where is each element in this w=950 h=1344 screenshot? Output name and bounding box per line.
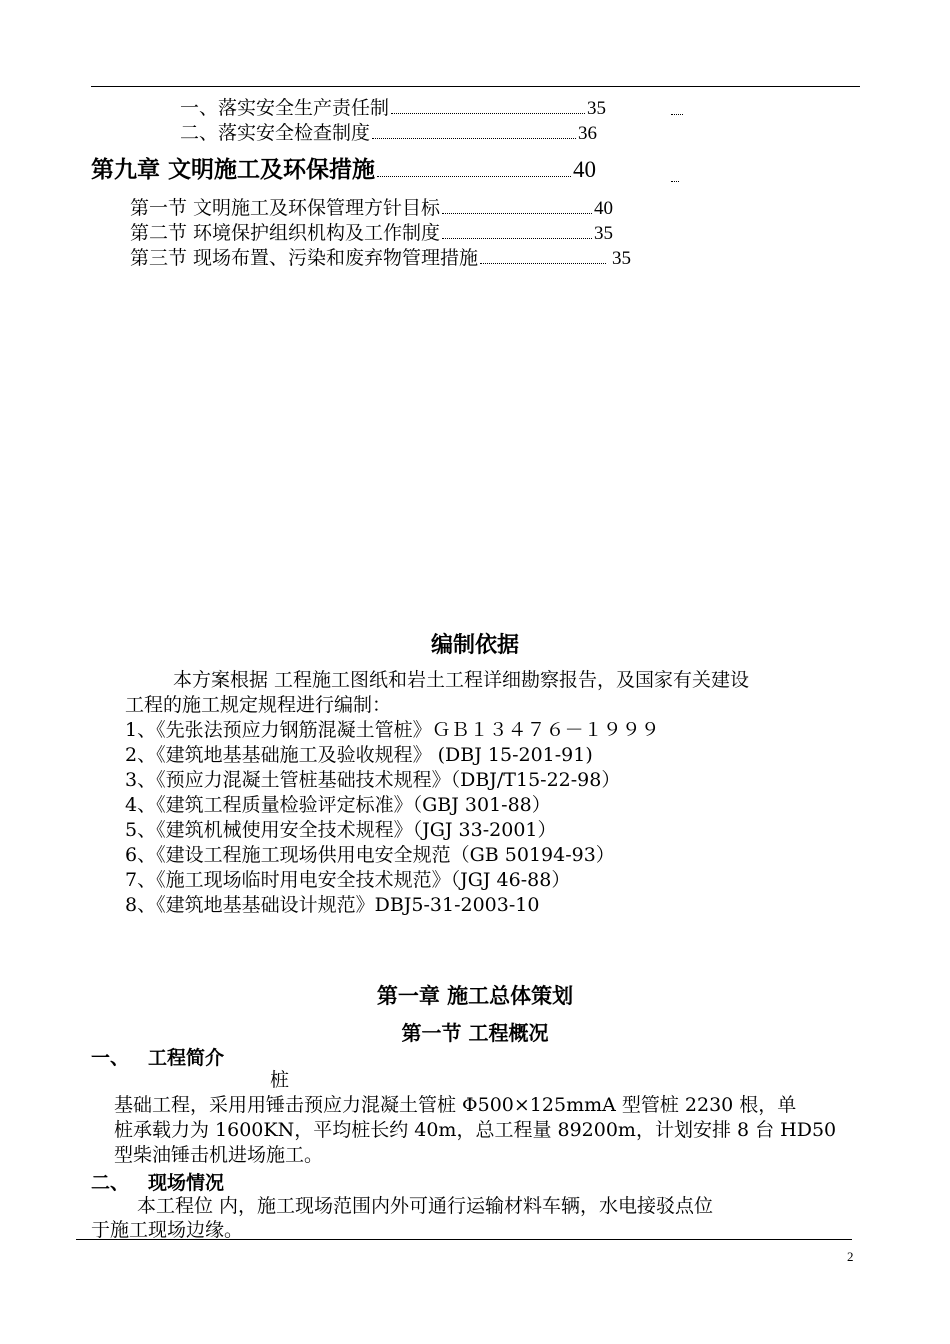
subsection-title: 现场情况: [148, 1172, 225, 1194]
stray-character: 桩: [270, 1069, 290, 1091]
toc-page-number: 36: [578, 123, 598, 144]
basis-item: 6、《建设工程施工现场供用电安全规范（GB 50194-93）: [125, 844, 615, 866]
paragraph-line: 型柴油锤击机进场施工。: [114, 1144, 324, 1166]
toc-leader-tail: [671, 114, 683, 115]
toc-leader: [391, 99, 585, 114]
toc-page-number: 40: [573, 157, 597, 182]
paragraph-line: 本工程位 内，施工现场范围内外可通行运输材料车辆，水电接驳点位: [137, 1195, 714, 1217]
toc-chapter-entry[interactable]: [91, 156, 596, 184]
toc-leader: [377, 158, 571, 177]
toc-entry-text: 第二节 环境保护组织机构及工作制度: [130, 222, 441, 244]
toc-page-number: 35: [587, 98, 607, 119]
basis-item: 4、《建筑工程质量检验评定标准》（GBJ 301-88）: [125, 794, 551, 816]
toc-entry-text: 第一节 文明施工及环保管理方针目标: [130, 197, 441, 219]
subsection-title: 工程简介: [148, 1047, 225, 1069]
toc-entry[interactable]: [180, 96, 606, 121]
toc-entry-text: 第九章 文明施工及环保措施: [91, 157, 376, 183]
basis-title: 编制依据: [430, 633, 519, 658]
basis-intro-line2: 工程的施工规定规程进行编制：: [125, 694, 392, 716]
toc-leader: [442, 224, 592, 239]
subsection-number: 一、: [91, 1047, 130, 1069]
chapter-title: 第一章 施工总体策划: [376, 984, 574, 1008]
section-title: 第一节 工程概况: [401, 1021, 549, 1045]
toc-leader: [372, 124, 576, 139]
basis-item: 2、《建筑地基基础施工及验收规程》 (DBJ 15-201-91): [125, 744, 593, 766]
paragraph-line: 于施工现场边缘。: [91, 1219, 244, 1241]
basis-item: 5、《建筑机械使用安全技术规程》（JGJ 33-2001）: [125, 819, 557, 841]
toc-entry[interactable]: [130, 246, 631, 271]
basis-intro-line1: 本方案根据 工程施工图纸和岩土工程详细勘察报告，及国家有关建设: [173, 669, 750, 691]
toc-entry-text: 一、落实安全生产责任制: [180, 97, 390, 119]
toc-entry[interactable]: [130, 196, 613, 221]
toc-leader: [480, 249, 606, 264]
toc-leader: [442, 199, 592, 214]
page-number: 2: [847, 1249, 854, 1264]
toc-entry-text: 第三节 现场布置、污染和废弃物管理措施: [130, 247, 479, 269]
toc-entry[interactable]: [180, 121, 597, 146]
header-rule: [91, 86, 860, 87]
basis-item: 8、《建筑地基基础设计规范》DBJ5-31-2003-10: [125, 894, 540, 916]
subsection-number: 二、: [91, 1172, 130, 1194]
basis-item: 7、《施工现场临时用电安全技术规范》（JGJ 46-88）: [125, 869, 571, 891]
toc-entry[interactable]: [130, 221, 613, 246]
toc-page-number: 35: [612, 248, 632, 269]
toc-page-number: 35: [594, 223, 614, 244]
paragraph-line: 基础工程，采用用锤击预应力混凝土管桩 Φ500×125mmA 型管桩 2230 根，单: [114, 1094, 797, 1116]
basis-item: 1、《先张法预应力钢筋混凝土管桩》ＧＢ１３４７６－１９９９: [125, 719, 660, 741]
toc-entry-text: 二、落实安全检查制度: [180, 122, 371, 144]
toc-page-number: 40: [594, 198, 614, 219]
footer-rule: [76, 1239, 852, 1240]
toc-leader-tail: [671, 181, 679, 182]
basis-item: 3、《预应力混凝土管桩基础技术规程》（DBJ/T15-22-98）: [125, 769, 621, 791]
paragraph-line: 桩承载力为 1600KN，平均桩长约 40m，总工程量 89200m，计划安排 8 台 HD50: [114, 1119, 837, 1141]
